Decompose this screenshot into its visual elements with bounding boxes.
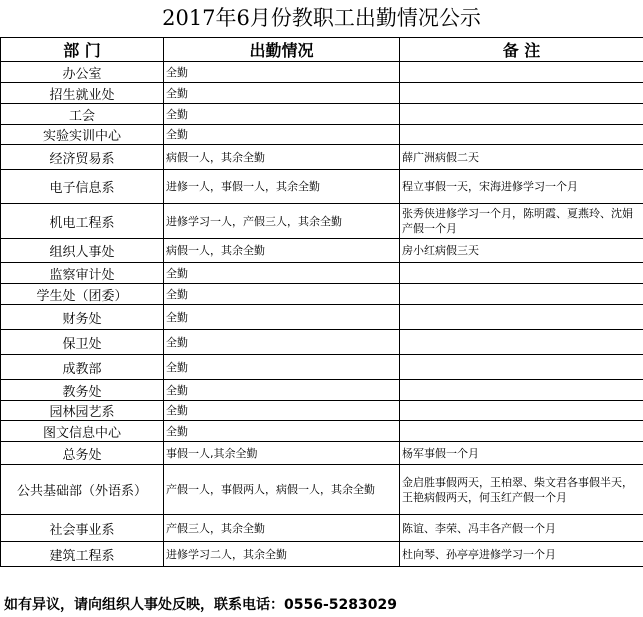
table-body	[1, 62, 643, 567]
remark-cell: 薛广洲病假二天	[400, 145, 643, 170]
remark-cell	[400, 62, 643, 83]
attendance-cell: 全勤	[164, 421, 400, 442]
dept-cell: 学生处（团委）	[1, 284, 164, 305]
table-row	[1, 263, 643, 284]
attendance-cell: 病假一人，其余全勤	[164, 145, 400, 170]
footer-note: 如有异议，请向组织人事处反映，联系电话：0556-5283029	[4, 597, 397, 613]
dept-cell: 电子信息系	[1, 170, 164, 204]
attendance-cell: 产假三人，其余全勤	[164, 515, 400, 542]
table-row	[1, 442, 643, 465]
remark-cell: 程立事假一天，宋海进修学习一个月	[400, 170, 643, 204]
attendance-cell: 全勤	[164, 330, 400, 355]
attendance-table	[0, 37, 643, 567]
remark-cell	[400, 263, 643, 284]
dept-cell: 经济贸易系	[1, 145, 164, 170]
attendance-cell: 全勤	[164, 305, 400, 330]
attendance-cell: 全勤	[164, 125, 400, 145]
attendance-cell: 进修学习二人，其余全勤	[164, 542, 400, 567]
remark-cell	[400, 401, 643, 421]
table-row	[1, 62, 643, 83]
attendance-cell: 进修一人，事假一人，其余全勤	[164, 170, 400, 204]
remark-cell	[400, 284, 643, 305]
dept-cell: 公共基础部（外语系）	[1, 465, 164, 515]
remark-cell	[400, 380, 643, 401]
table-row	[1, 83, 643, 104]
dept-cell: 图文信息中心	[1, 421, 164, 442]
page-title: 2017年6月份教职工出勤情况公示	[162, 6, 481, 30]
dept-cell: 园林园艺系	[1, 401, 164, 421]
attendance-cell: 全勤	[164, 284, 400, 305]
remark-cell: 金启胜事假两天，王柏翠、柴文君各事假半天，王艳病假两天，何玉红产假一个月	[400, 465, 643, 515]
dept-cell: 实验实训中心	[1, 125, 164, 145]
remark-cell	[400, 125, 643, 145]
table-row	[1, 421, 643, 442]
dept-cell: 建筑工程系	[1, 542, 164, 567]
dept-cell: 财务处	[1, 305, 164, 330]
dept-cell: 组织人事处	[1, 239, 164, 263]
table-row	[1, 330, 643, 355]
remark-cell	[400, 421, 643, 442]
attendance-cell: 产假一人，事假两人，病假一人，其余全勤	[164, 465, 400, 515]
remark-cell: 张秀侠进修学习一个月，陈明霞、夏燕玲、沈娟产假一个月	[400, 204, 643, 239]
dept-cell: 成教部	[1, 355, 164, 380]
attendance-cell: 全勤	[164, 263, 400, 284]
table-header-row	[1, 38, 643, 62]
header-remark: 备 注	[400, 38, 643, 62]
table-row	[1, 465, 643, 515]
attendance-cell: 全勤	[164, 401, 400, 421]
remark-cell	[400, 83, 643, 104]
dept-cell: 办公室	[1, 62, 164, 83]
dept-cell: 工会	[1, 104, 164, 125]
dept-cell: 监察审计处	[1, 263, 164, 284]
remark-cell: 杜向琴、孙亭亭进修学习一个月	[400, 542, 643, 567]
table-row	[1, 305, 643, 330]
table-row	[1, 104, 643, 125]
header-dept: 部 门	[1, 38, 164, 62]
remark-cell	[400, 355, 643, 380]
remark-cell: 杨军事假一个月	[400, 442, 643, 465]
remark-cell	[400, 305, 643, 330]
attendance-cell: 事假一人,其余全勤	[164, 442, 400, 465]
remark-cell	[400, 104, 643, 125]
remark-cell	[400, 330, 643, 355]
table-row	[1, 170, 643, 204]
table-row	[1, 515, 643, 542]
attendance-cell: 进修学习一人，产假三人，其余全勤	[164, 204, 400, 239]
dept-cell: 机电工程系	[1, 204, 164, 239]
attendance-cell: 全勤	[164, 62, 400, 83]
attendance-cell: 全勤	[164, 83, 400, 104]
table-row	[1, 542, 643, 567]
table-row	[1, 204, 643, 239]
table-row	[1, 380, 643, 401]
table-row	[1, 284, 643, 305]
dept-cell: 总务处	[1, 442, 164, 465]
dept-cell: 社会事业系	[1, 515, 164, 542]
attendance-cell: 全勤	[164, 380, 400, 401]
table-row	[1, 355, 643, 380]
header-attendance: 出勤情况	[164, 38, 400, 62]
table-row	[1, 401, 643, 421]
table-row	[1, 125, 643, 145]
table-row	[1, 239, 643, 263]
table-row	[1, 145, 643, 170]
attendance-cell: 病假一人，其余全勤	[164, 239, 400, 263]
attendance-cell: 全勤	[164, 355, 400, 380]
dept-cell: 教务处	[1, 380, 164, 401]
dept-cell: 招生就业处	[1, 83, 164, 104]
attendance-cell: 全勤	[164, 104, 400, 125]
remark-cell: 陈谊、李荣、冯丰各产假一个月	[400, 515, 643, 542]
dept-cell: 保卫处	[1, 330, 164, 355]
remark-cell: 房小红病假三天	[400, 239, 643, 263]
